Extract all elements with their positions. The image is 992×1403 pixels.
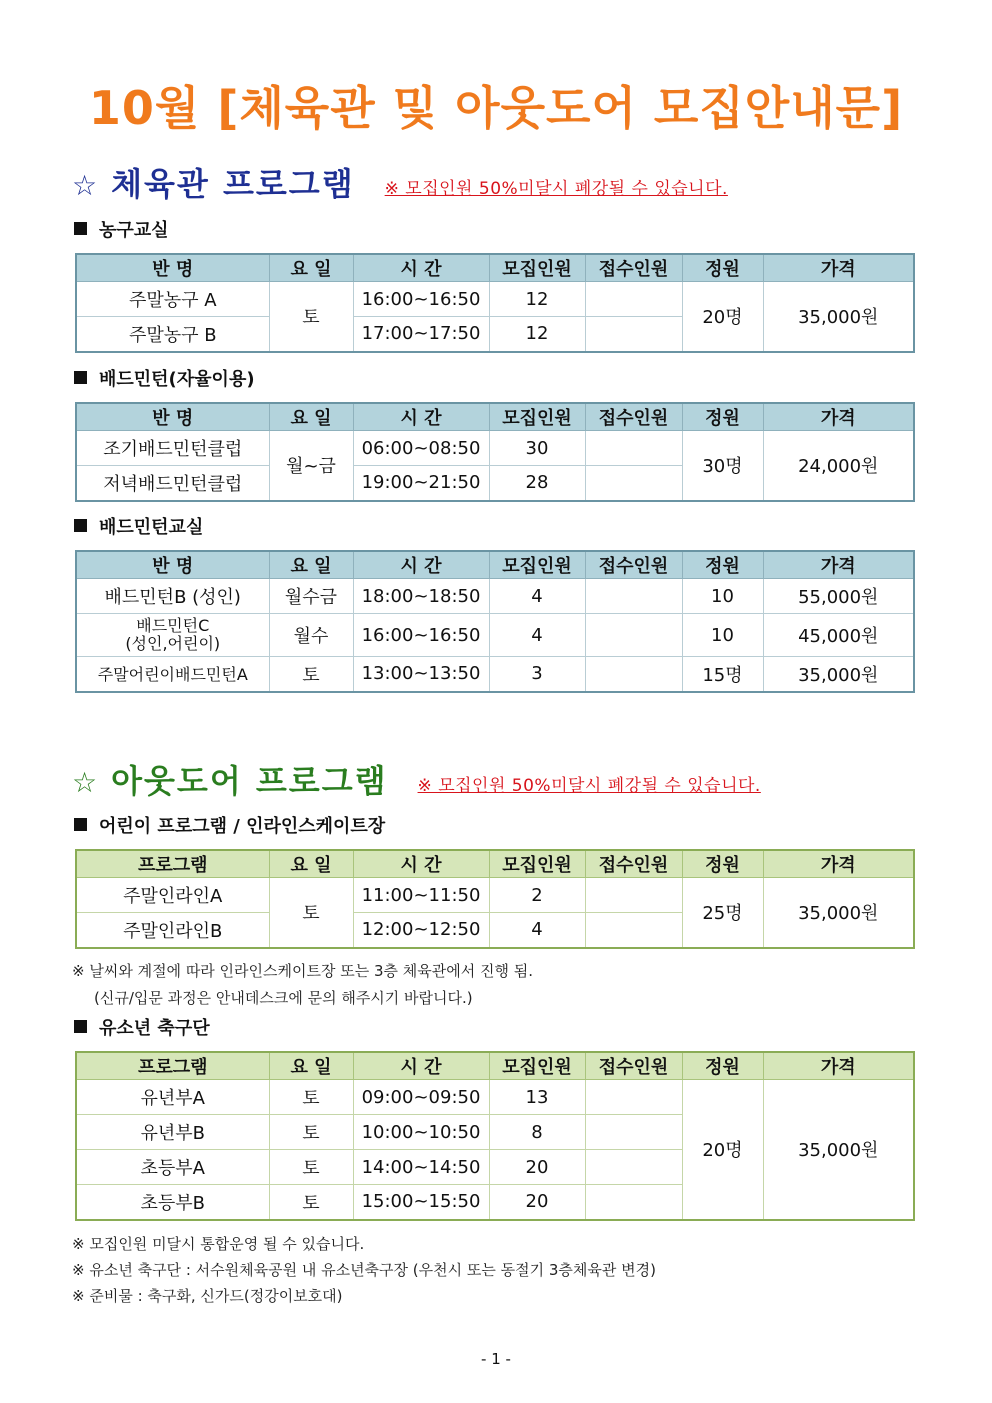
recruit-count-cell: 28	[489, 466, 585, 501]
recruit-count-cell: 12	[489, 282, 585, 317]
price-cell: 24,000원	[763, 431, 914, 501]
registered-count-cell	[585, 614, 682, 657]
header-cell: 가격	[763, 254, 914, 282]
youth-soccer-table	[75, 1051, 915, 1221]
recruit-count-cell: 3	[489, 657, 585, 692]
header-cell: 정원	[682, 551, 763, 579]
table-row	[76, 579, 914, 614]
registered-count-cell	[585, 317, 682, 352]
class-name-cell: 조기배드민턴클럽	[76, 431, 269, 466]
header-cell: 접수인원	[585, 551, 682, 579]
inline-note-1: ※ 날씨와 계절에 따라 인라인스케이트장 또는 3층 체육관에서 진행 됨.	[72, 962, 534, 980]
inline-skate-table	[75, 849, 915, 949]
day-cell: 토	[269, 1185, 353, 1220]
registered-count-cell	[585, 1115, 682, 1150]
registered-count-cell	[585, 1150, 682, 1185]
time-cell: 15:00~15:50	[353, 1185, 489, 1220]
basketball-table	[75, 253, 915, 353]
price-cell: 35,000원	[763, 657, 914, 692]
registered-count-cell	[585, 878, 682, 913]
table-row	[76, 1080, 914, 1115]
class-name-cell: 유년부B	[76, 1115, 269, 1150]
class-name-cell: 저녁배드민턴클럽	[76, 466, 269, 501]
subtitle-youth-soccer: 유소년 축구단	[74, 1014, 210, 1040]
recruit-count-cell: 20	[489, 1185, 585, 1220]
header-cell: 프로그램	[76, 850, 269, 878]
class-name-cell: 초등부B	[76, 1185, 269, 1220]
price-cell: 35,000원	[763, 878, 914, 948]
header-cell: 요 일	[269, 850, 353, 878]
day-cell: 토	[269, 657, 353, 692]
black-square-icon	[74, 818, 87, 831]
header-cell: 요 일	[269, 551, 353, 579]
capacity-cell: 15명	[682, 657, 763, 692]
time-cell: 11:00~11:50	[353, 878, 489, 913]
time-cell: 16:00~16:50	[353, 614, 489, 657]
badminton-free-table	[75, 402, 915, 502]
time-cell: 12:00~12:50	[353, 913, 489, 948]
header-cell: 시 간	[353, 551, 489, 579]
table-row	[76, 431, 914, 466]
day-cell: 토	[269, 1115, 353, 1150]
recruit-count-cell: 4	[489, 614, 585, 657]
registered-count-cell	[585, 913, 682, 948]
black-square-icon	[74, 1020, 87, 1033]
registered-count-cell	[585, 431, 682, 466]
header-cell: 접수인원	[585, 850, 682, 878]
time-cell: 13:00~13:50	[353, 657, 489, 692]
header-cell: 시 간	[353, 254, 489, 282]
registered-count-cell	[585, 579, 682, 614]
gym-heading-text: 체육관 프로그램	[111, 165, 355, 203]
table-row	[76, 282, 914, 317]
time-cell: 10:00~10:50	[353, 1115, 489, 1150]
class-name-cell: 주말인라인A	[76, 878, 269, 913]
recruit-count-cell: 8	[489, 1115, 585, 1150]
outdoor-heading-text: 아웃도어 프로그램	[111, 762, 388, 800]
registered-count-cell	[585, 282, 682, 317]
outdoor-section-heading	[72, 755, 761, 800]
header-cell: 시 간	[353, 403, 489, 431]
table-row	[76, 878, 914, 913]
header-cell: 시 간	[353, 850, 489, 878]
subtitle-basketball: 농구교실	[74, 216, 169, 242]
price-cell: 35,000원	[763, 1080, 914, 1220]
day-cell: 토	[269, 1080, 353, 1115]
table-header-row	[76, 254, 914, 282]
time-cell: 18:00~18:50	[353, 579, 489, 614]
class-name-cell: 유년부A	[76, 1080, 269, 1115]
capacity-cell: 20명	[682, 282, 763, 352]
subtitle-badminton-free: 배드민턴(자율이용)	[74, 365, 255, 391]
badminton-class-table	[75, 550, 915, 693]
day-cell: 토	[269, 1150, 353, 1185]
registered-count-cell	[585, 1185, 682, 1220]
class-name-cell: 배드민턴C (성인,어린이)	[76, 614, 269, 657]
inline-note-2: (신규/입문 과정은 안내데스크에 문의 해주시기 바랍니다.)	[94, 989, 473, 1007]
subtitle-badminton-class: 배드민턴교실	[74, 513, 203, 539]
header-cell: 접수인원	[585, 254, 682, 282]
black-square-icon	[74, 371, 87, 384]
day-cell: 월~금	[269, 431, 353, 501]
black-square-icon	[74, 222, 87, 235]
header-cell: 정원	[682, 1052, 763, 1080]
table-row	[76, 614, 914, 657]
star-outline-icon: ☆	[72, 169, 98, 202]
price-cell: 45,000원	[763, 614, 914, 657]
soccer-note-2: ※ 유소년 축구단 : 서수원체육공원 내 유소년축구장 (우천시 또는 동절기 3층체육관 변경)	[72, 1261, 656, 1279]
class-name-cell: 배드민턴B (성인)	[76, 579, 269, 614]
price-cell: 35,000원	[763, 282, 914, 352]
day-cell: 월수금	[269, 579, 353, 614]
header-cell: 가격	[763, 1052, 914, 1080]
recruit-count-cell: 4	[489, 579, 585, 614]
day-cell: 토	[269, 878, 353, 948]
registered-count-cell	[585, 466, 682, 501]
class-name-cell: 주말농구 A	[76, 282, 269, 317]
header-cell: 모집인원	[489, 850, 585, 878]
header-cell: 접수인원	[585, 1052, 682, 1080]
header-cell: 모집인원	[489, 1052, 585, 1080]
recruit-count-cell: 30	[489, 431, 585, 466]
registered-count-cell	[585, 1080, 682, 1115]
time-cell: 19:00~21:50	[353, 466, 489, 501]
soccer-note-3: ※ 준비물 : 축구화, 신가드(정강이보호대)	[72, 1287, 343, 1305]
header-cell: 시 간	[353, 1052, 489, 1080]
capacity-cell: 25명	[682, 878, 763, 948]
header-cell: 반 명	[76, 403, 269, 431]
gym-section-heading	[72, 158, 728, 203]
table-header-row	[76, 403, 914, 431]
soccer-note-1: ※ 모집인원 미달시 통합운영 될 수 있습니다.	[72, 1235, 365, 1253]
table-header-row	[76, 850, 914, 878]
star-outline-icon: ☆	[72, 766, 98, 799]
header-cell: 가격	[763, 850, 914, 878]
gym-warning: ※ 모집인원 50%미달시 폐강될 수 있습니다.	[384, 179, 728, 199]
header-cell: 프로그램	[76, 1052, 269, 1080]
outdoor-warning: ※ 모집인원 50%미달시 폐강될 수 있습니다.	[417, 776, 761, 796]
header-cell: 모집인원	[489, 403, 585, 431]
page-title: 10월 [체육관 및 아웃도어 모집안내문]	[88, 81, 904, 135]
page-number: - 1 -	[481, 1350, 511, 1368]
header-cell: 정원	[682, 403, 763, 431]
recruit-count-cell: 12	[489, 317, 585, 352]
black-square-icon	[74, 519, 87, 532]
table-header-row	[76, 551, 914, 579]
recruit-count-cell: 20	[489, 1150, 585, 1185]
subtitle-inline-skate: 어린이 프로그램 / 인라인스케이트장	[74, 812, 385, 838]
table-header-row	[76, 1052, 914, 1080]
header-cell: 반 명	[76, 551, 269, 579]
header-cell: 요 일	[269, 403, 353, 431]
header-cell: 가격	[763, 551, 914, 579]
capacity-cell: 20명	[682, 1080, 763, 1220]
header-cell: 모집인원	[489, 254, 585, 282]
header-cell: 정원	[682, 254, 763, 282]
class-name-cell: 주말어린이배드민턴A	[76, 657, 269, 692]
time-cell: 06:00~08:50	[353, 431, 489, 466]
class-name-cell: 초등부A	[76, 1150, 269, 1185]
header-cell: 요 일	[269, 1052, 353, 1080]
time-cell: 14:00~14:50	[353, 1150, 489, 1185]
recruit-count-cell: 13	[489, 1080, 585, 1115]
recruit-count-cell: 2	[489, 878, 585, 913]
time-cell: 16:00~16:50	[353, 282, 489, 317]
recruit-count-cell: 4	[489, 913, 585, 948]
table-row	[76, 657, 914, 692]
class-name-cell: 주말농구 B	[76, 317, 269, 352]
header-cell: 정원	[682, 850, 763, 878]
time-cell: 09:00~09:50	[353, 1080, 489, 1115]
registered-count-cell	[585, 657, 682, 692]
capacity-cell: 10	[682, 614, 763, 657]
header-cell: 요 일	[269, 254, 353, 282]
header-cell: 반 명	[76, 254, 269, 282]
header-cell: 모집인원	[489, 551, 585, 579]
header-cell: 접수인원	[585, 403, 682, 431]
day-cell: 월수	[269, 614, 353, 657]
capacity-cell: 10	[682, 579, 763, 614]
time-cell: 17:00~17:50	[353, 317, 489, 352]
price-cell: 55,000원	[763, 579, 914, 614]
header-cell: 가격	[763, 403, 914, 431]
capacity-cell: 30명	[682, 431, 763, 501]
class-name-cell: 주말인라인B	[76, 913, 269, 948]
day-cell: 토	[269, 282, 353, 352]
